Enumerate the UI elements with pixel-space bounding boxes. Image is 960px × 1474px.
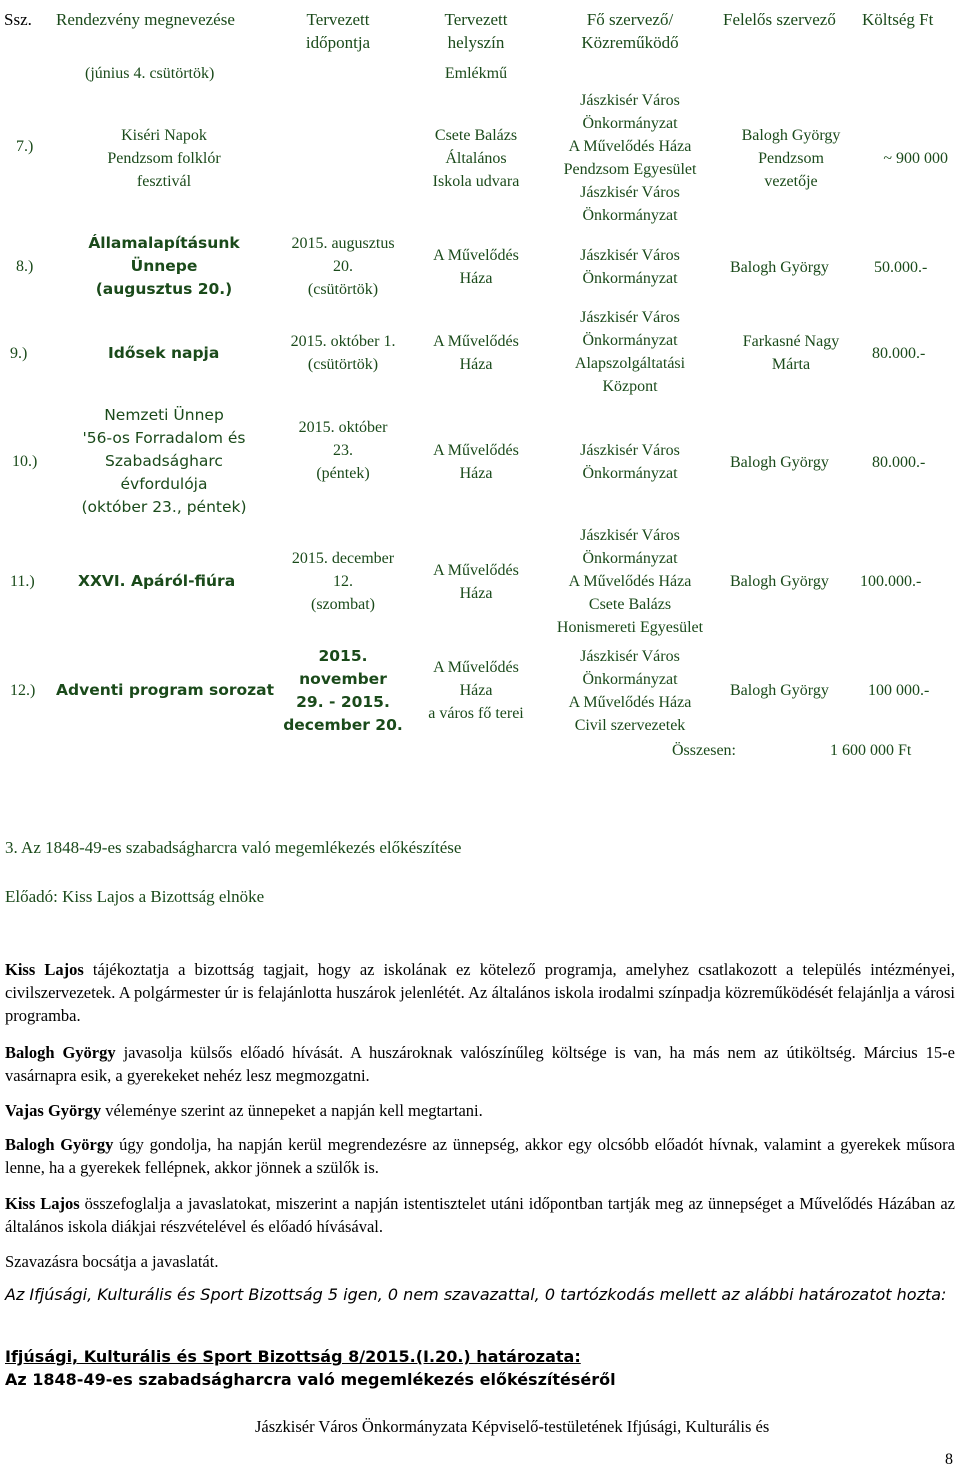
row-7-cost: ~ 900 000	[883, 150, 948, 167]
resolution-subject: Az 1848-49-es szabadságharcra való megemlékezés előkészítéséről	[5, 1370, 616, 1389]
prev-row-name: (június 4. csütörtök)	[85, 65, 215, 82]
section-heading: 3. Az 1848-49-es szabadságharcra való megemlékezés előkészítése	[5, 838, 462, 857]
footer-text: Jászkisér Város Önkormányzata Képviselő-testületének Ifjúsági, Kulturális és	[255, 1417, 770, 1436]
row-10-name: Nemzeti Ünnep '56-os Forradalom és Szabadságharc évfordulója (október 23., péntek)	[81, 406, 247, 516]
row-8-name: Államalapításunk Ünnepe (augusztus 20.)	[88, 234, 240, 298]
row-11-name: XXVI. Apáról-fiúra	[78, 572, 236, 590]
row-11-number: 11.)	[10, 573, 35, 590]
row-9-number: 9.)	[10, 345, 28, 362]
row-10-organizer: Jászkisér Város Önkormányzat	[580, 442, 680, 482]
row-7-name: Kiséri Napok Pendzsom folklór fesztivál	[107, 127, 221, 190]
header-responsible: Felelős szervező	[723, 10, 836, 29]
row-11-place: A Művelődés Háza	[433, 562, 519, 602]
row-12-place: A Művelődés Háza a város fő terei	[428, 659, 524, 722]
row-8-time: 2015. augusztus 20. (csütörtök)	[291, 235, 395, 298]
paragraph-3-text: véleménye szerint az ünnepeket a napján kell megtartani.	[101, 1101, 483, 1120]
row-11-time: 2015. december 12. (szombat)	[291, 550, 395, 613]
prev-row-place: Emlékmű	[444, 65, 508, 82]
paragraph-2-text: javasolja külsős előadó hívását. A huszároknak valószínűleg költsége is van, ha más nem az útiköltség. Március 15-e vasárnapra esik, a gyerekeket nehéz lesz megmozgatni.	[5, 1043, 955, 1085]
row-7-place: Csete Balázs Általános Iskola udvara	[432, 127, 520, 190]
row-10-responsible: Balogh György	[730, 454, 829, 471]
header-organizer: Fő szervező/ Közreműködő	[581, 10, 679, 52]
row-10-number: 10.)	[12, 453, 38, 470]
row-7-responsible: Balogh György Pendzsom vezetője	[741, 127, 841, 190]
row-12-cost: 100 000.-	[868, 682, 930, 699]
row-8-number: 8.)	[16, 258, 34, 275]
row-8-place: A Művelődés Háza	[433, 247, 519, 287]
row-12-time: 2015. november 29. - 2015. december 20.	[283, 647, 403, 734]
row-10-place: A Művelődés Háza	[433, 442, 519, 482]
row-9-organizer: Jászkisér Város Önkormányzat Alapszolgáltatási Központ	[574, 309, 686, 395]
row-11-cost: 100.000.-	[860, 573, 922, 590]
row-12-number: 12.)	[10, 682, 36, 699]
row-9-cost: 80.000.-	[872, 345, 926, 362]
paragraph-1	[5, 958, 955, 1027]
row-7-organizer: Jászkisér Város Önkormányzat A Művelődés Háza Pendzsom Egyesület Jászkisér Város Önkormányzat	[563, 92, 697, 224]
decision-intro: Az Ifjúsági, Kulturális és Sport Bizottság 5 igen, 0 nem szavazattal, 0 tartózkodás mellett az alábbi határozatot hozta:	[5, 1285, 947, 1304]
row-10-time: 2015. október 23. (péntek)	[298, 419, 388, 482]
resolution-title: Ifjúsági, Kulturális és Sport Bizottság 8/2015.(I.20.) határozata:	[5, 1347, 581, 1366]
header-time: Tervezett időpontja	[305, 10, 371, 52]
paragraph-4-text: úgy gondolja, ha napján kerül megrendezésre az ünnepség, akkor egy olcsóbb előadót hívnak, valamint a gyerekek műsora lenne, ha a gyerekek fellépnek, akkor jönnek a szülők is.	[5, 1135, 955, 1177]
total-label: Összesen:	[672, 742, 736, 759]
header-cost: Költség Ft	[862, 10, 934, 29]
row-12-responsible: Balogh György	[730, 682, 829, 699]
row-10-cost: 80.000.-	[872, 454, 926, 471]
header-event-name: Rendezvény megnevezése	[56, 10, 235, 29]
row-12-organizer: Jászkisér Város Önkormányzat A Művelődés Háza Civil szervezetek	[568, 648, 692, 734]
paragraph-1-speaker: Kiss Lajos	[5, 960, 84, 979]
paragraph-4	[5, 1133, 955, 1179]
paragraph-3	[5, 1099, 955, 1122]
row-11-responsible: Balogh György	[730, 573, 829, 590]
vote-text: Szavazásra bocsátja a javaslatát.	[5, 1252, 219, 1271]
page-number: 8	[945, 1451, 953, 1468]
row-9-time: 2015. október 1. (csütörtök)	[290, 333, 396, 373]
total-value: 1 600 000 Ft	[830, 742, 912, 759]
paragraph-2	[5, 1041, 955, 1087]
paragraph-5-speaker: Kiss Lajos	[5, 1194, 80, 1213]
row-9-place: A Művelődés Háza	[433, 333, 519, 373]
paragraph-4-speaker: Balogh György	[5, 1135, 114, 1154]
row-12-name: Adventi program sorozat	[56, 681, 275, 699]
row-11-organizer: Jászkisér Város Önkormányzat A Művelődés Háza Csete Balázs Honismereti Egyesület	[556, 527, 704, 636]
paragraph-5	[5, 1192, 955, 1238]
header-number: Ssz.	[4, 10, 32, 29]
row-8-responsible: Balogh György	[730, 259, 829, 276]
row-8-cost: 50.000.-	[874, 259, 928, 276]
paragraph-2-speaker: Balogh György	[5, 1043, 116, 1062]
paragraph-5-text: összefoglalja a javaslatokat, miszerint a napján istentisztelet utáni időpontban tartják meg az ünnepséget a Művelődés Házában az általános iskola diákjai részvételével és előadó hívásával.	[5, 1194, 955, 1236]
section-presenter: Előadó: Kiss Lajos a Bizottság elnöke	[5, 887, 265, 906]
row-8-organizer: Jászkisér Város Önkormányzat	[580, 247, 680, 287]
row-9-name: Idősek napja	[108, 344, 220, 362]
paragraph-3-speaker: Vajas György	[5, 1101, 102, 1120]
row-9-responsible: Farkasné Nagy Márta	[742, 333, 840, 373]
header-place: Tervezett helyszín	[444, 10, 508, 52]
paragraph-1-text: tájékoztatja a bizottság tagjait, hogy az iskolának ez kötelező programja, amelyhez csatlakozott a település intézményei, civilszervezetek. A polgármester úr is felajánlotta huszárok jelenlétét. Az általános iskola irodalmi színpadja közreműködését felajánlja a városi programba.	[5, 960, 955, 1025]
row-7-number: 7.)	[16, 138, 34, 155]
